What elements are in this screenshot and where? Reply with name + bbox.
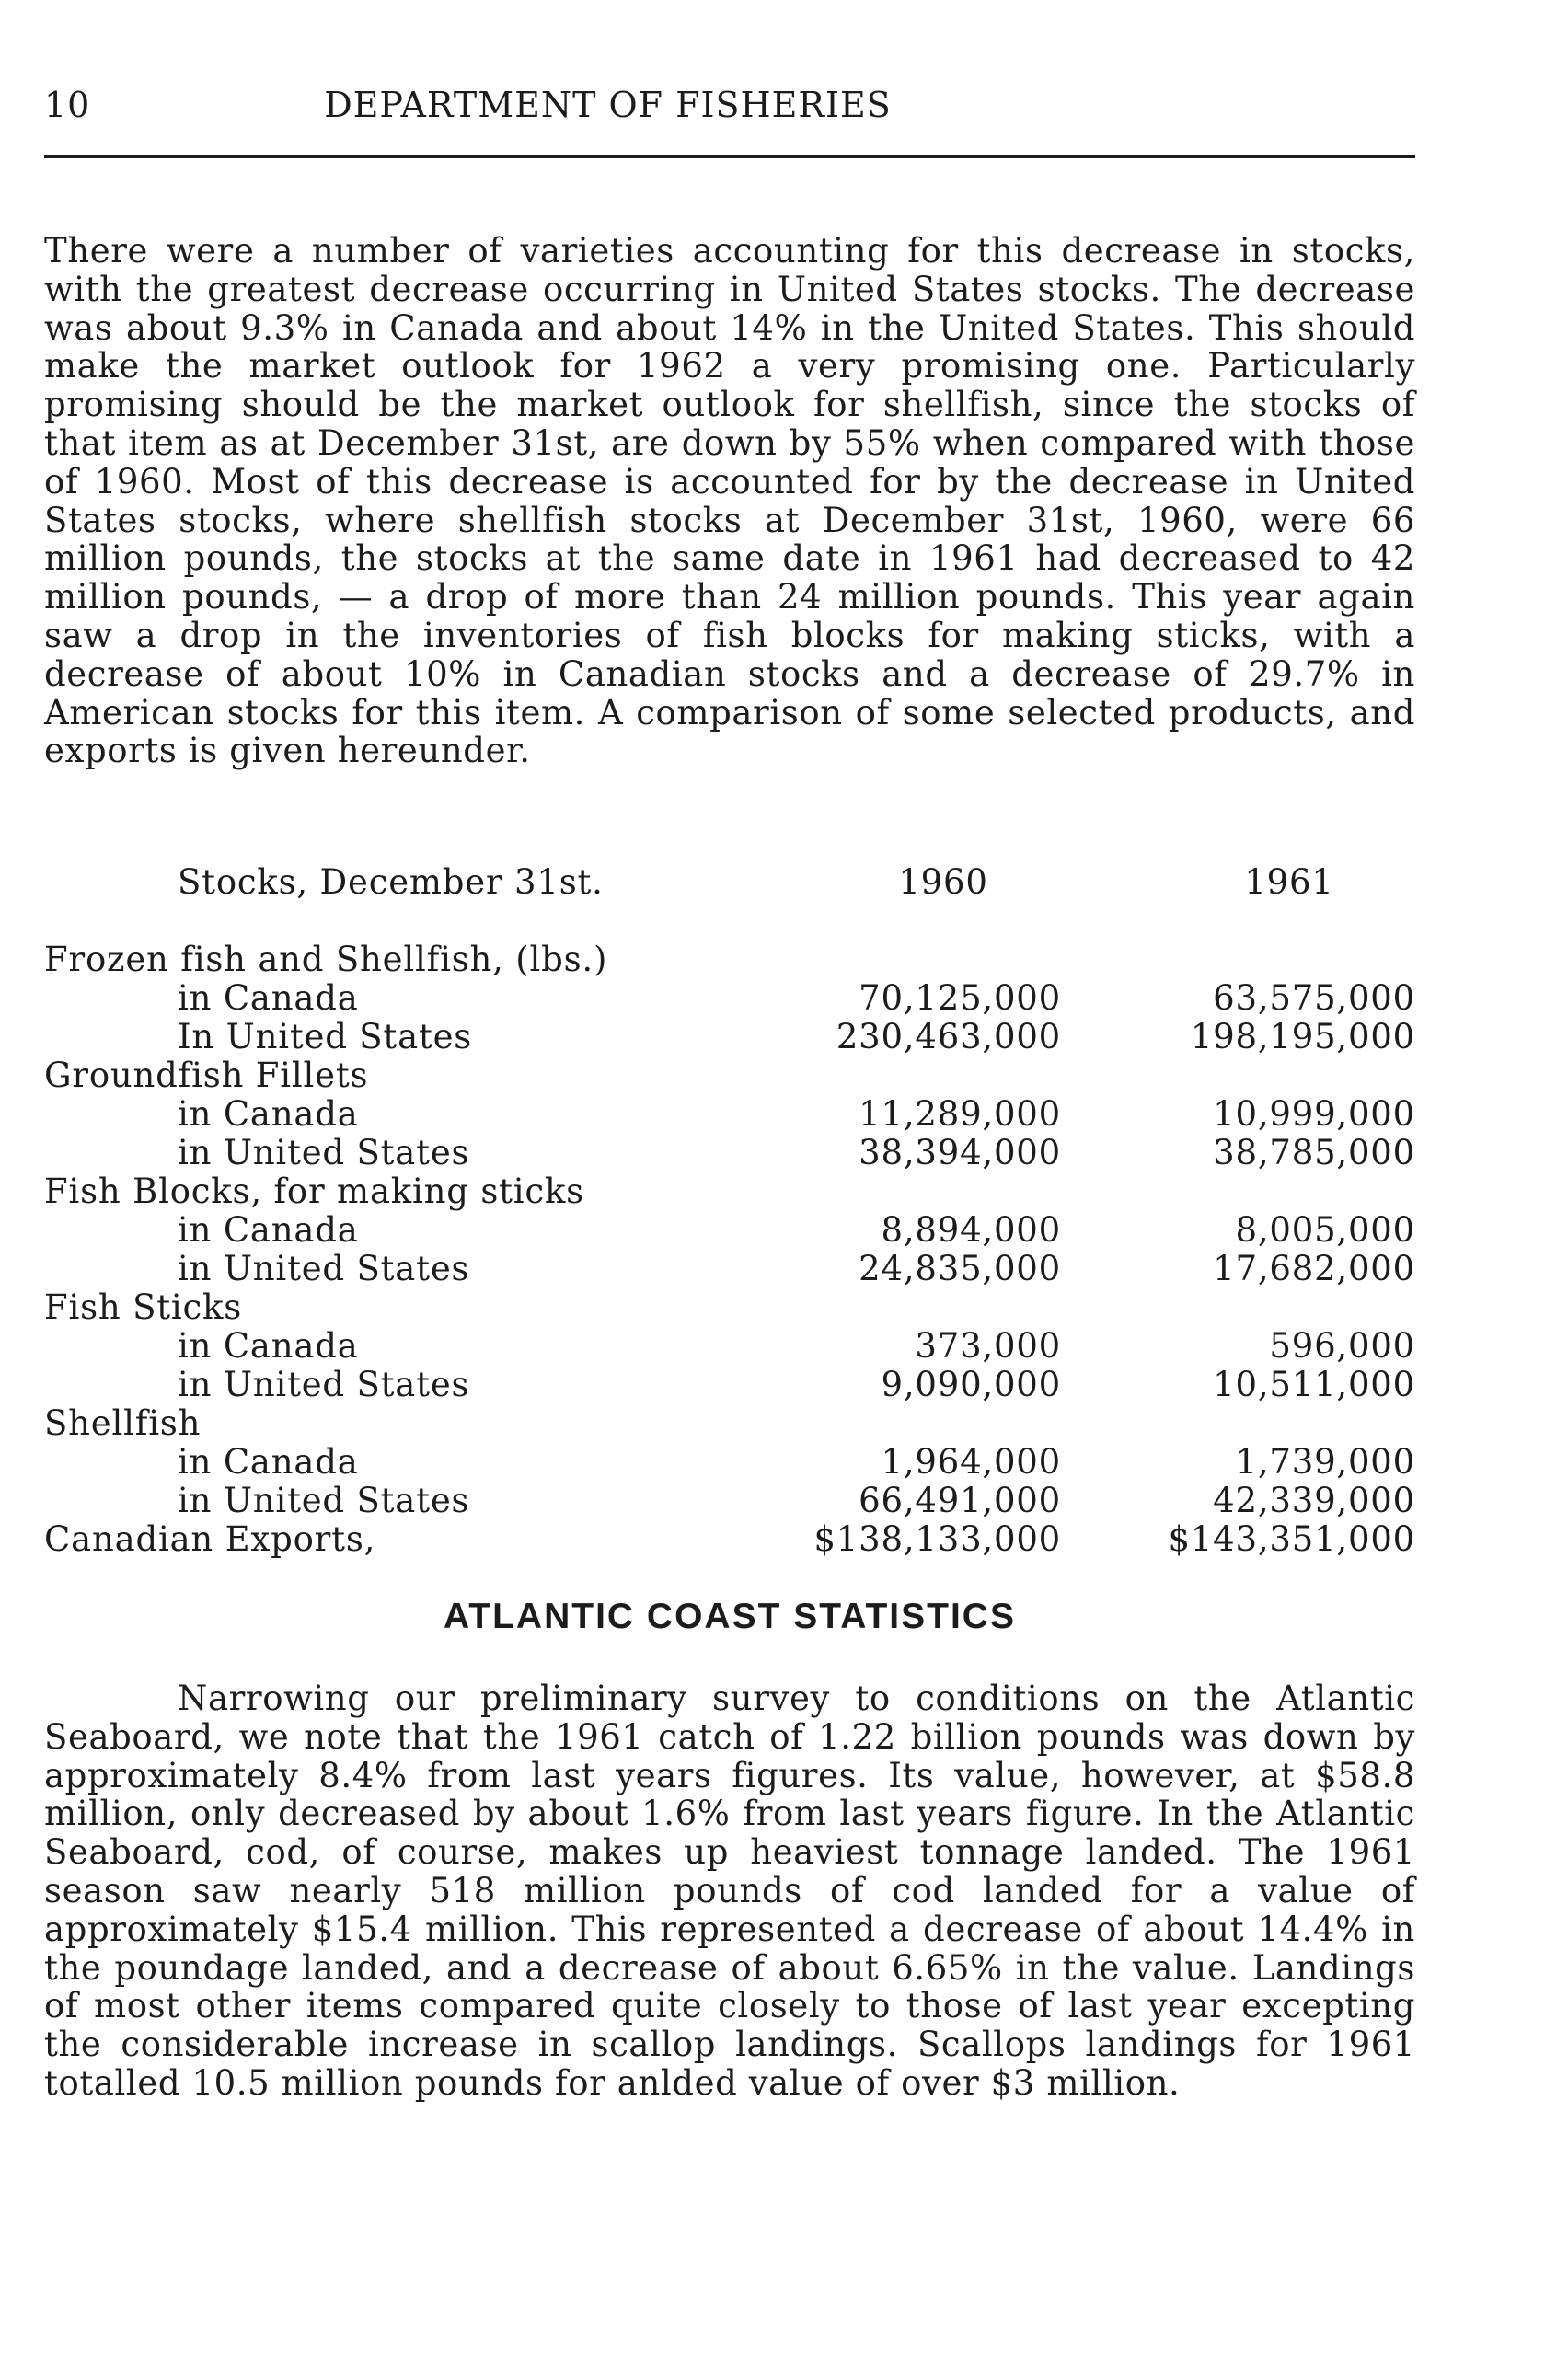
table-body bbox=[44, 941, 1415, 1559]
table-row bbox=[44, 1211, 1415, 1250]
value-1961: 38,785,000 bbox=[1213, 1133, 1415, 1172]
table-header-1960: 1960 bbox=[898, 862, 988, 902]
page-number: 10 bbox=[44, 85, 91, 125]
table-header-1961: 1961 bbox=[1244, 862, 1334, 902]
body-paragraph-2: Narrowing our preliminary survey to conditions on the Atlantic Seaboard, we note that the 1961 catch of 1.22 billion pounds was down by approximately 8.4% from last years figures. Its value, however, at $58.8 million, only decreased by about 1.6% from last years figure. In the Atlantic Seaboard, cod, of course, makes up heaviest tonnage landed. The 1961 season saw nearly 518 million pounds of cod landed for a value of approximately $15.4 million. This represented a decrease of about 14.4% in the poundage landed, and a decrease of about 6.65% in the value. Landings of most other items compared quite closely to those of last year excepting the considerable increase in scallop landings. Scallops landings for 1961 totalled 10.5 million pounds for anlded value of over $3 million. bbox=[44, 1679, 1415, 2103]
table-category-row bbox=[44, 1288, 1415, 1327]
row-label: Groundfish Fillets bbox=[44, 1056, 369, 1095]
table-row bbox=[44, 1366, 1415, 1404]
value-1960: 11,289,000 bbox=[859, 1094, 1061, 1134]
row-label: Shellfish bbox=[44, 1403, 202, 1443]
row-label: Fish Blocks, for making sticks bbox=[44, 1171, 584, 1211]
value-1961: 10,511,000 bbox=[1213, 1365, 1415, 1404]
value-1960: 230,463,000 bbox=[836, 1017, 1061, 1056]
row-label: in Canada bbox=[178, 1442, 359, 1482]
table-category-row bbox=[44, 1404, 1415, 1443]
value-1961: 63,575,000 bbox=[1213, 978, 1415, 1018]
row-label: in United States bbox=[178, 1481, 470, 1520]
value-1961: $143,351,000 bbox=[1168, 1519, 1415, 1559]
table-row bbox=[44, 1443, 1415, 1482]
value-1961: 10,999,000 bbox=[1213, 1094, 1415, 1134]
value-1961: 1,739,000 bbox=[1235, 1442, 1415, 1482]
body-paragraph-1: There were a number of varieties accounting for this decrease in stocks, with the greatest decrease occurring in United States stocks. The decrease was about 9.3% in Canada and about 14% in the United States. This should make the market outlook for 1962 a very promising one. Particularly promising should be the market outlook for shellfish, since the stocks of that item as at December 31st, are down by 55% when compared with those of 1960. Most of this decrease is accounted for by the decrease in United States stocks, where shellfish stocks at December 31st, 1960, were 66 million pounds, the stocks at the same date in 1961 had decreased to 42 million pounds, — a drop of more than 24 million pounds. This year again saw a drop in the inventories of fish blocks for making sticks, with a decrease of about 10% in Canadian stocks and a decrease of 29.7% in American stocks for this item. A comparison of some selected products, and exports is given hereunder. bbox=[44, 231, 1415, 771]
value-1960: 24,835,000 bbox=[859, 1249, 1061, 1288]
row-label: in United States bbox=[178, 1249, 470, 1288]
value-1960: 1,964,000 bbox=[881, 1442, 1061, 1482]
row-label: Fish Sticks bbox=[44, 1287, 243, 1327]
table-category-row bbox=[44, 1172, 1415, 1211]
table-header-row bbox=[44, 863, 1415, 902]
row-label: Frozen fish and Shellfish, (lbs.) bbox=[44, 940, 608, 979]
row-label: in United States bbox=[178, 1365, 470, 1404]
value-1961: 8,005,000 bbox=[1235, 1210, 1415, 1250]
row-label: in Canada bbox=[178, 978, 359, 1018]
value-1961: 42,339,000 bbox=[1213, 1481, 1415, 1520]
row-label: In United States bbox=[178, 1017, 473, 1056]
value-1961: 17,682,000 bbox=[1213, 1249, 1415, 1288]
header-rule bbox=[44, 155, 1415, 158]
value-1961: 596,000 bbox=[1269, 1326, 1415, 1366]
value-1960: 9,090,000 bbox=[881, 1365, 1061, 1404]
row-label: in Canada bbox=[178, 1326, 359, 1366]
table-row bbox=[44, 1095, 1415, 1134]
table-category-row bbox=[44, 1056, 1415, 1095]
table-header-label: Stocks, December 31st. bbox=[178, 862, 604, 902]
table-row bbox=[44, 1250, 1415, 1288]
stocks-table bbox=[44, 863, 1415, 1559]
value-1960: 8,894,000 bbox=[881, 1210, 1061, 1250]
value-1960: 373,000 bbox=[915, 1326, 1061, 1366]
value-1961: 198,195,000 bbox=[1190, 1017, 1415, 1056]
table-row bbox=[44, 1327, 1415, 1366]
value-1960: 70,125,000 bbox=[859, 978, 1061, 1018]
value-1960: 66,491,000 bbox=[859, 1481, 1061, 1520]
value-1960: 38,394,000 bbox=[859, 1133, 1061, 1172]
row-label: in United States bbox=[178, 1133, 470, 1172]
row-label: Canadian Exports, bbox=[44, 1519, 376, 1559]
table-row bbox=[44, 1018, 1415, 1056]
row-label: in Canada bbox=[178, 1094, 359, 1134]
table-category-row bbox=[44, 941, 1415, 979]
running-title: DEPARTMENT OF FISHERIES bbox=[324, 85, 892, 125]
table-row bbox=[44, 979, 1415, 1018]
table-row bbox=[44, 1134, 1415, 1172]
table-row bbox=[44, 1520, 1415, 1559]
section-heading: ATLANTIC COAST STATISTICS bbox=[444, 1597, 1016, 1636]
row-label: in Canada bbox=[178, 1210, 359, 1250]
table-row bbox=[44, 1482, 1415, 1520]
value-1960: $138,133,000 bbox=[813, 1519, 1061, 1559]
